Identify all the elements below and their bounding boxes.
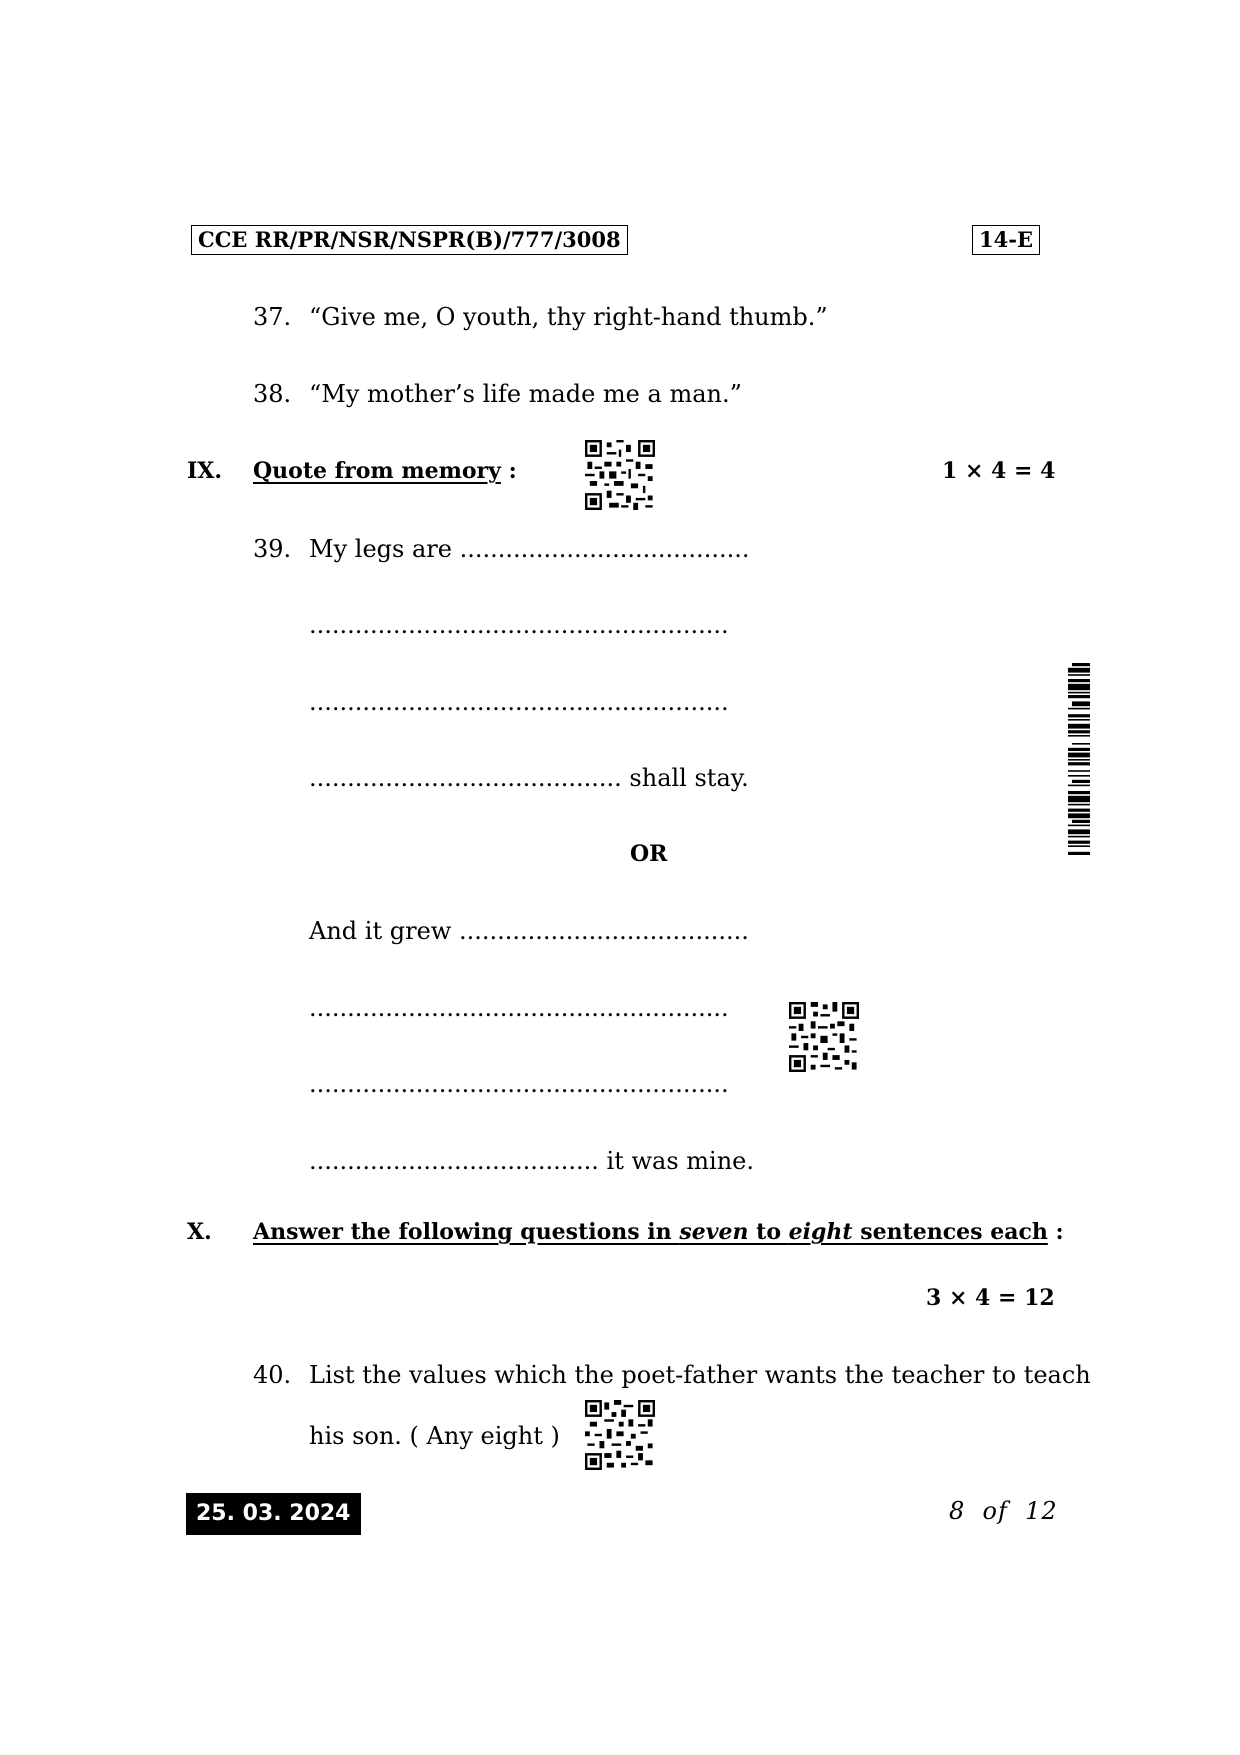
poem-a-line-3: ....................................................... bbox=[309, 688, 729, 716]
poem-b-line-3: ....................................................... bbox=[309, 1070, 729, 1098]
question-39-number: 39. bbox=[253, 535, 292, 563]
section-x-heading bbox=[253, 1219, 1064, 1245]
paper-code: CCE RR/PR/NSR/NSPR(B)/777/3008 bbox=[191, 225, 628, 255]
poem-b-line-4: ...................................... it was mine. bbox=[309, 1147, 754, 1175]
question-37-number: 37. bbox=[253, 303, 292, 331]
section-ix-colon: : bbox=[508, 458, 517, 484]
page-number: 8 of 12 bbox=[949, 1497, 1058, 1525]
question-40-line-2: his son. ( Any eight ) bbox=[309, 1422, 560, 1450]
question-38-number: 38. bbox=[253, 380, 292, 408]
qr-code-icon bbox=[585, 440, 655, 510]
question-40-line-1: List the values which the poet-father wants the teacher to teach bbox=[309, 1361, 1091, 1389]
poem-b-line-2: ....................................................... bbox=[309, 994, 729, 1022]
question-40-number: 40. bbox=[253, 1361, 292, 1389]
section-ix-title: Quote from memory bbox=[253, 458, 501, 484]
section-ix-marks: 1 × 4 = 4 bbox=[942, 458, 1056, 484]
barcode-icon bbox=[1068, 663, 1090, 936]
paper-version: 14-E bbox=[972, 225, 1040, 255]
poem-a-line-2: ....................................................... bbox=[309, 611, 729, 639]
question-38-text: “My mother’s life made me a man.” bbox=[309, 380, 742, 408]
poem-a-line-4: ......................................... shall stay. bbox=[309, 764, 749, 792]
section-x-title: Answer the following questions in seven to eight sentences each bbox=[253, 1219, 1048, 1245]
poem-a-line-1: My legs are ...................................... bbox=[309, 535, 750, 563]
exam-date: 25. 03. 2024 bbox=[186, 1493, 361, 1535]
section-x-roman: X. bbox=[187, 1219, 212, 1245]
section-ix-roman: IX. bbox=[187, 458, 223, 484]
qr-code-icon bbox=[789, 1002, 859, 1072]
or-label: OR bbox=[630, 841, 668, 867]
section-x-marks: 3 × 4 = 12 bbox=[926, 1285, 1055, 1311]
section-x-colon: : bbox=[1055, 1219, 1064, 1245]
poem-b-line-1: And it grew ...................................... bbox=[309, 917, 749, 945]
qr-code-icon bbox=[585, 1400, 655, 1470]
section-ix-heading bbox=[253, 458, 517, 484]
question-37-text: “Give me, O youth, thy right-hand thumb.” bbox=[309, 303, 828, 331]
